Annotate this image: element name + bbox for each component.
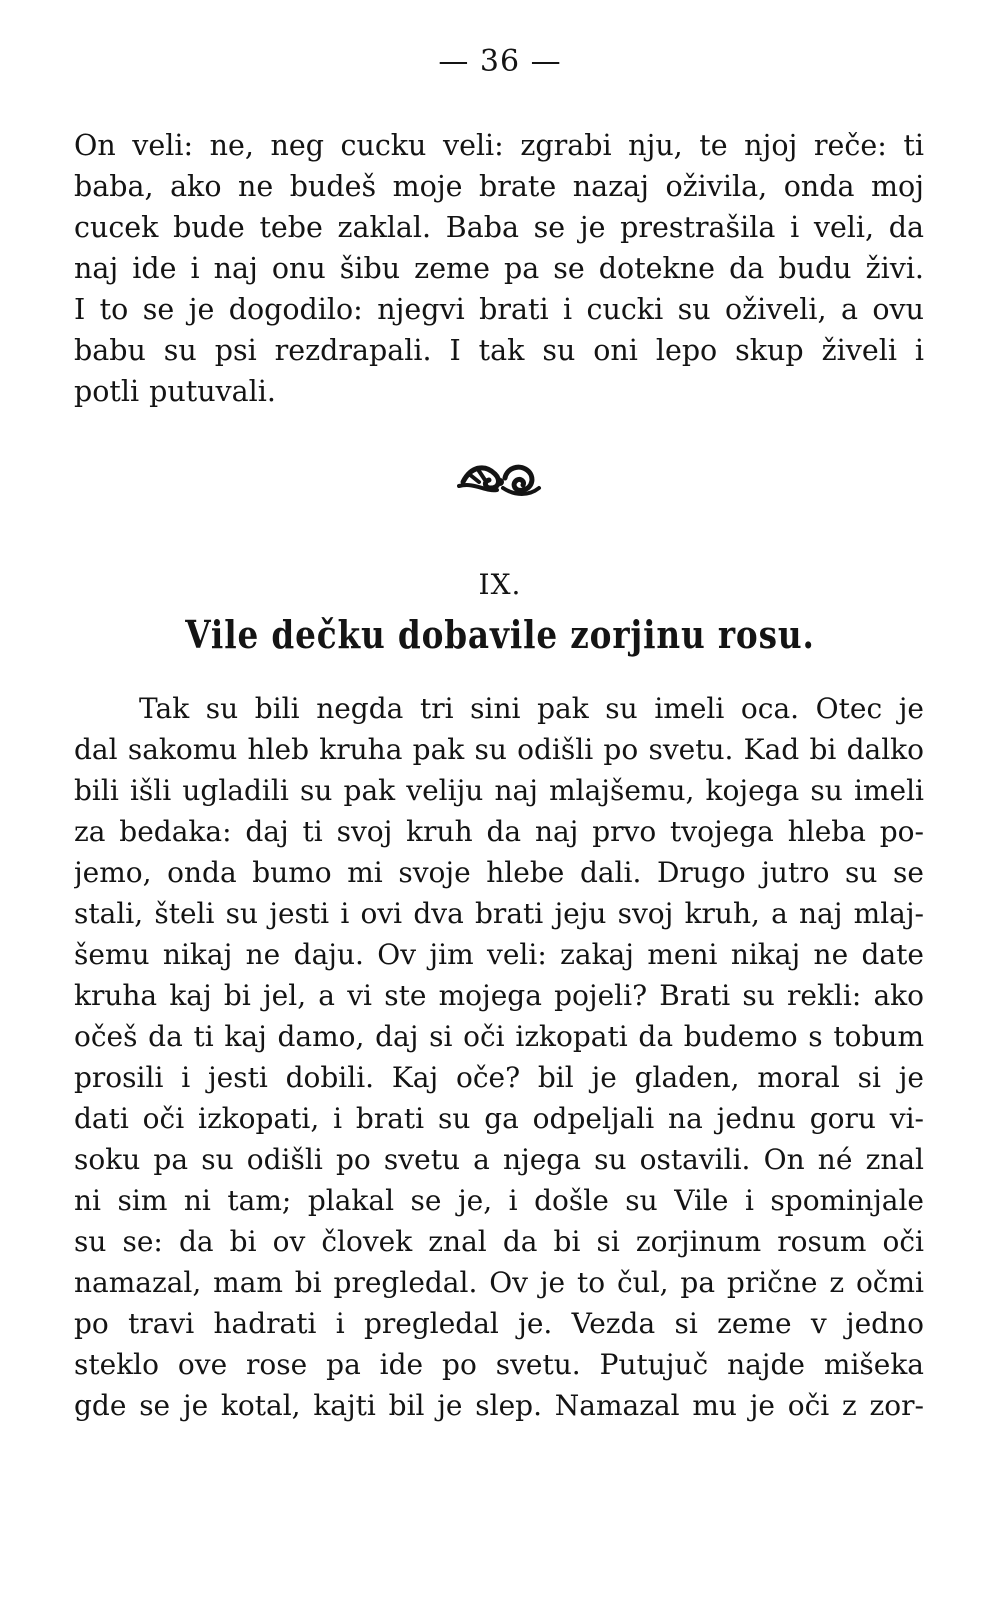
fleuron-ornament-icon [455,452,545,502]
text-line: potli putuvali. [74,375,276,408]
text-line: prosili i jesti dobili. Kaj oče? bil je gladen, moral si je [74,1061,924,1094]
text-line: jemo, onda bumo mi svoje hlebe dali. Drugo jutro su se [74,856,924,889]
text-line: dal sakomu hleb kruha pak su odišli po svetu. Kad bi dalko [74,733,924,766]
text-line: očeš da ti kaj damo, daj si oči izkopati da budemo s tobum [74,1020,924,1053]
text-line: baba, ako ne budeš moje brate nazaj oživila, onda moj [74,170,924,203]
text-line: za bedaka: daj ti svoj kruh da naj prvo tvojega hleba po- [74,815,924,848]
text-line: On veli: ne, neg cucku veli: zgrabi nju, te njoj reče: ti [74,129,924,162]
text-line: gde se je kotal, kajti bil je slep. Namazal mu je oči z zor- [74,1389,924,1422]
text-line: cucek bude tebe zaklal. Baba se je prestrašila i veli, da [74,211,924,244]
paragraph-chapter-body [74,688,924,1426]
text-line: steklo ove rose pa ide po svetu. Putujuč najde mišeka [74,1348,924,1381]
page-number: — 36 — [438,44,562,79]
text-line: bili išli ugladili su pak veliju naj mlajšemu, kojega su imeli [74,774,924,807]
text-line: Tak su bili negda tri sini pak su imeli oca. Otec je [139,692,924,725]
text-line: I to se je dogodilo: njegvi brati i cucki su oživeli, a ovu [74,293,924,326]
paragraph-story-ending [74,125,924,412]
chapter-number: IX. [478,568,522,601]
text-line: ni sim ni tam; plakal se je, i došle su Vile i spominjale [74,1184,924,1217]
text-line: šemu nikaj ne daju. Ov jim veli: zakaj meni nikaj ne date [74,938,924,971]
chapter-title: Vile dečku dobavile zorjinu rosu. [185,612,815,657]
text-line: soku pa su odišli po svetu a njega su ostavili. On né znal [74,1143,924,1176]
text-line: babu su psi rezdrapali. I tak su oni lepo skup živeli i [74,334,924,367]
text-line: su se: da bi ov človek znal da bi si zorjinum rosum oči [74,1225,924,1258]
text-line: namazal, mam bi pregledal. Ov je to čul, pa prične z očmi [74,1266,924,1299]
text-line: kruha kaj bi jel, a vi ste mojega pojeli? Brati su rekli: ako [74,979,924,1012]
text-line: stali, šteli su jesti i ovi dva brati jeju svoj kruh, a naj mlaj- [74,897,924,930]
text-line: po travi hadrati i pregledal je. Vezda si zeme v jedno [74,1307,924,1340]
text-line: naj ide i naj onu šibu zeme pa se dotekne da budu živi. [74,252,924,285]
text-line: dati oči izkopati, i brati su ga odpeljali na jednu goru vi- [74,1102,924,1135]
